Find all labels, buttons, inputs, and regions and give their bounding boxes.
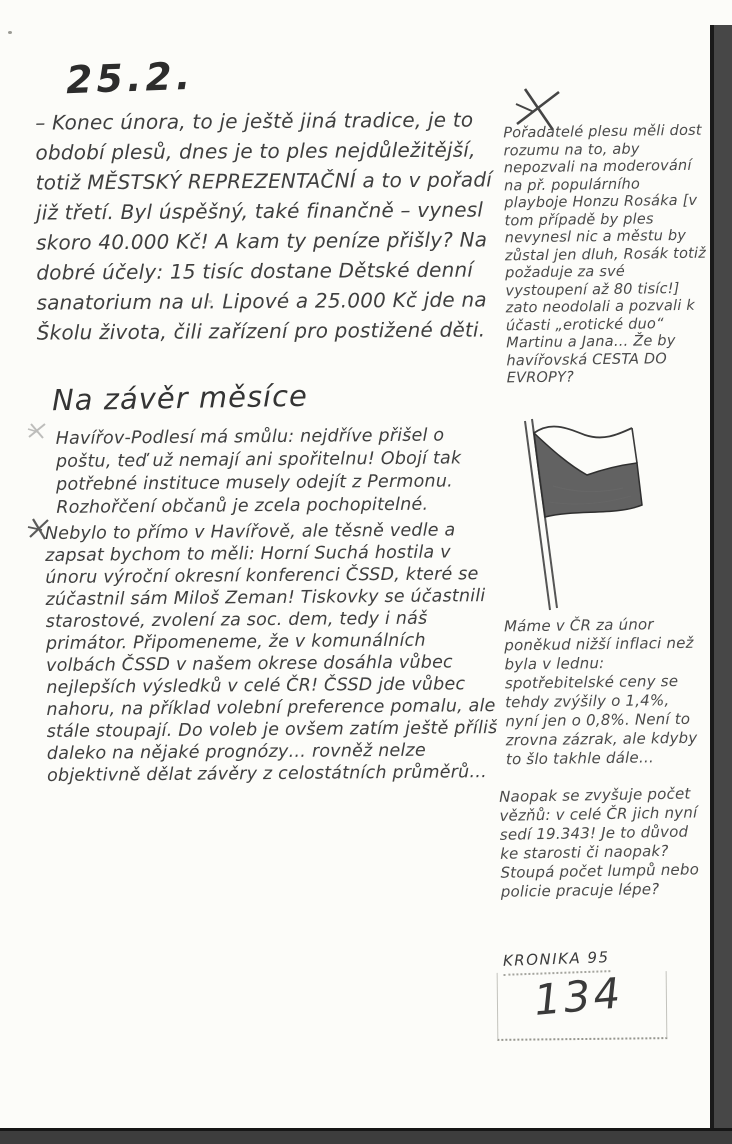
scan-edge-bottom: [0, 1128, 732, 1144]
side-note-vezni: Naopak se zvyšuje počet vězňů: v celé ČR jich nyní sedí 19.343! Je to důvod ke starosti či naopak? Stoupá počet lumpů nebo policie pracuje lépe?: [499, 784, 700, 901]
page-number: 134: [532, 968, 626, 1025]
scan-edge-right: [710, 25, 732, 1144]
side-note-inflace: Máme v ČR za únor poněkud nižší inflaci než byla v lednu: spotřebitelské ceny se tehdy zvýšily o 1,4%, nyní jen o 0,8%. Není to zrovna zázrak, ale kdyby to šlo takhle dále…: [503, 615, 698, 769]
side-note-rosak: Pořadatelé plesu měli dost rozumu na to, aby nepozvali na moderování na př. populárního playboje Honzu Rosáka [v tom případě by ples nevynesl nic a městu by zůstal jen dluh, Rosák totiž požaduje za své vystoupení až 80 tisíc!] zato neodolali a pozvali k účasti „erotické duo“ Martinu a Jana… Že by havířovská CESTA DO EVROPY?: [503, 122, 707, 387]
paragraph-cssd: Nebylo to přímo v Havířově, ale těsně vedle a zapsat bychom to měli: Horní Suchá hostila v únoru výroční okresní konferenci ČSSD, které se zúčastnil sám Miloš Zeman! Tiskovky se účastnili starostové, zvolení za soc. dem, tedy i náš primátor. Připomeneme, že v komunálních volbách ČSSD v našem okrese dosáhla vůbec nejlepších výsledků v celé ČR! ČSSD jde vůbec nahoru, na příklad volební preference pomalu, ale stále stoupají. Do voleb je ovšem zatím ještě příliš daleko na nějaké prognózy… rovněž nelze objektivně dělat závěry z celostátních průměrů…: [44, 520, 498, 786]
scan-speck: [8, 31, 12, 34]
paragraph-ples: – Konec února, to je ještě jiná tradice, je to období plesů, dnes je to ples nejdůležitější, totiž MĚSTSKÝ REPREZENTAČNÍ a to v pořadí již třetí. Byl úspěšný, také finančně – vynesl skoro 40.000 Kč! A kam ty peníze přišly? Na dobré účely: 15 tisíc dostane Dětské denní sanatorium na ul. Lipové a 25.000 Kč jde na Školu života, čili zařízení pro postižené děti.: [35, 107, 493, 345]
asterisk-mark-icon: [26, 420, 48, 446]
section-heading: Na závěr měsíce: [51, 378, 309, 418]
stamp-label: KRONIKA 95: [503, 948, 610, 976]
paragraph-podlesi: Havířov-Podlesí má smůlu: nejdříve přišel o poštu, teď už nemají ani spořitelnu! Obojí tak potřebné instituce musely odejít z Permonu. Rozhořčení občanů je zcela pochopitelné.: [55, 425, 462, 518]
date-heading: 25.2.: [65, 53, 195, 103]
czech-flag-drawing-icon: [503, 416, 685, 614]
